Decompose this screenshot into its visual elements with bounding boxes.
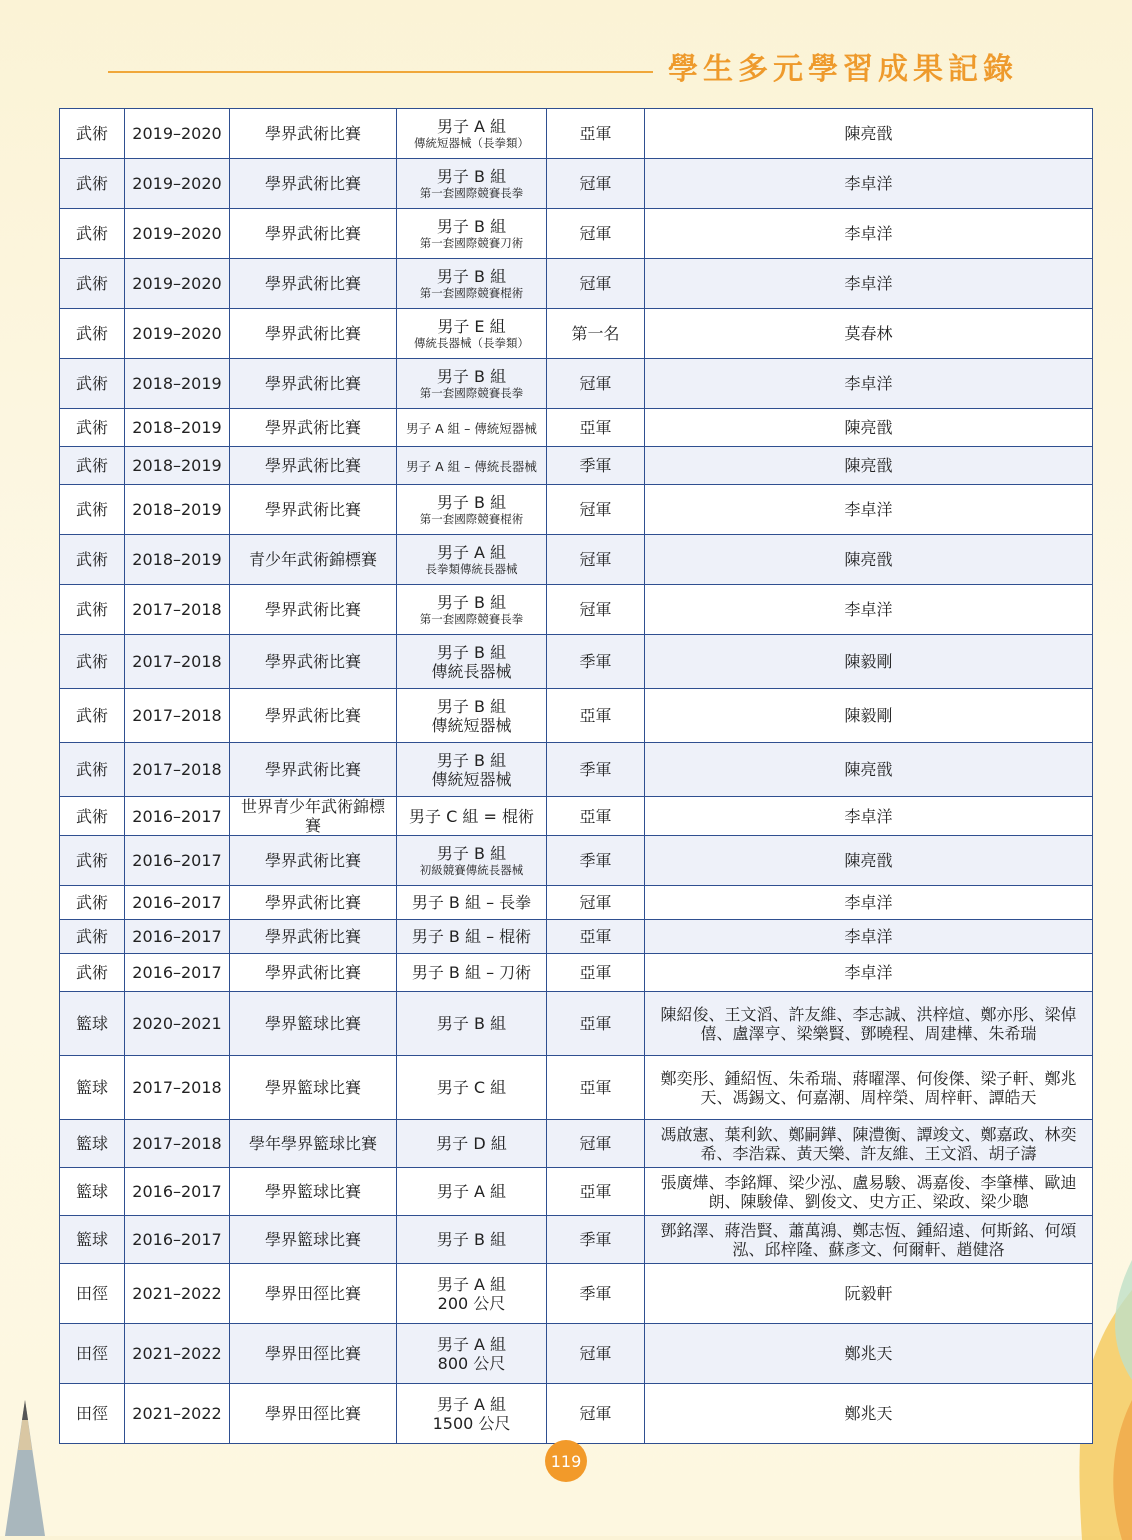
award-cell: 冠軍: [547, 535, 645, 585]
table-row: [60, 209, 1093, 259]
event-cell: [397, 309, 547, 359]
award-cell: 冠軍: [547, 259, 645, 309]
event-cell: [397, 259, 547, 309]
competition-cell: 世界青少年武術錦標賽: [230, 797, 397, 836]
year-cell: 2016–2017: [125, 920, 230, 954]
year-cell: 2016–2017: [125, 836, 230, 886]
competition-cell: 學界武術比賽: [230, 689, 397, 743]
competition-cell: 學界武術比賽: [230, 635, 397, 689]
table-row: [60, 1216, 1093, 1264]
competition-cell: 學界籃球比賽: [230, 1168, 397, 1216]
event-cell: [397, 954, 547, 992]
page-title: 學生多元學習成果記錄: [668, 52, 1018, 87]
table-row: [60, 689, 1093, 743]
event-text: 男子 B 組: [436, 366, 507, 386]
award-cell: 季軍: [547, 447, 645, 485]
year-cell: 2017–2018: [125, 1056, 230, 1120]
names-cell: 李卓洋: [645, 886, 1093, 920]
table-row: [60, 836, 1093, 886]
table-row: [60, 1168, 1093, 1216]
year-cell: 2016–2017: [125, 886, 230, 920]
table-body: [60, 109, 1093, 1444]
award-cell: 亞軍: [547, 797, 645, 836]
names-cell: 鄭兆天: [645, 1324, 1093, 1384]
award-cell: 冠軍: [547, 209, 645, 259]
year-cell: 2017–2018: [125, 743, 230, 797]
event-cell: [397, 585, 547, 635]
table-row: [60, 992, 1093, 1056]
table-row: [60, 635, 1093, 689]
table-row: [60, 159, 1093, 209]
event-text: 傳統短器械（長拳類）: [414, 135, 529, 150]
sport-cell: 籃球: [60, 1168, 125, 1216]
table-row: [60, 447, 1093, 485]
event-text: 男子 B 組: [436, 696, 507, 716]
event-cell: [397, 209, 547, 259]
year-cell: 2018–2019: [125, 359, 230, 409]
competition-cell: 學界武術比賽: [230, 259, 397, 309]
event-text: 初級競賽傳統長器械: [419, 862, 524, 877]
competition-cell: 青少年武術錦標賽: [230, 535, 397, 585]
event-cell: [397, 635, 547, 689]
sport-cell: 武術: [60, 535, 125, 585]
award-cell: 亞軍: [547, 1056, 645, 1120]
table-row: [60, 954, 1093, 992]
year-cell: 2019–2020: [125, 259, 230, 309]
table-row: [60, 886, 1093, 920]
event-text: 男子 B 組: [436, 266, 507, 286]
names-cell: 李卓洋: [645, 209, 1093, 259]
header-rule: [108, 71, 653, 73]
event-text: 第一套國際競賽長拳: [419, 385, 524, 400]
year-cell: 2021–2022: [125, 1264, 230, 1324]
award-cell: 亞軍: [547, 689, 645, 743]
sport-cell: 田徑: [60, 1324, 125, 1384]
event-text: 男子 A 組: [436, 542, 507, 562]
table-row: [60, 1264, 1093, 1324]
sport-cell: 武術: [60, 447, 125, 485]
award-cell: 亞軍: [547, 409, 645, 447]
sport-cell: 籃球: [60, 1120, 125, 1168]
event-cell: [397, 920, 547, 954]
year-cell: 2016–2017: [125, 1168, 230, 1216]
sport-cell: 武術: [60, 743, 125, 797]
event-cell: [397, 409, 547, 447]
year-cell: 2019–2020: [125, 209, 230, 259]
award-cell: 冠軍: [547, 159, 645, 209]
competition-cell: 學年學界籃球比賽: [230, 1120, 397, 1168]
event-text: 男子 C 組: [436, 1078, 507, 1097]
event-text: 傳統長器械: [431, 661, 512, 681]
sport-cell: 武術: [60, 635, 125, 689]
sport-cell: 武術: [60, 886, 125, 920]
table-row: [60, 409, 1093, 447]
award-cell: 亞軍: [547, 954, 645, 992]
names-cell: 陳亮戩: [645, 109, 1093, 159]
competition-cell: 學界武術比賽: [230, 209, 397, 259]
event-cell: [397, 1324, 547, 1384]
sport-cell: 田徑: [60, 1384, 125, 1444]
competition-cell: 學界田徑比賽: [230, 1264, 397, 1324]
sport-cell: 武術: [60, 359, 125, 409]
award-cell: 冠軍: [547, 1384, 645, 1444]
event-cell: [397, 1216, 547, 1264]
event-text: 男子 B 組: [436, 750, 507, 770]
names-cell: 阮毅軒: [645, 1264, 1093, 1324]
sport-cell: 武術: [60, 309, 125, 359]
year-cell: 2019–2020: [125, 309, 230, 359]
award-cell: 冠軍: [547, 585, 645, 635]
year-cell: 2018–2019: [125, 485, 230, 535]
competition-cell: 學界武術比賽: [230, 836, 397, 886]
names-cell: 馮啟憲、葉利欽、鄭嗣鏵、陳澧衡、譚竣文、鄭嘉政、林奕希、李浩霖、黃天樂、許友維、王文滔、胡子濤: [645, 1120, 1093, 1168]
sport-cell: 籃球: [60, 992, 125, 1056]
table-row: [60, 1120, 1093, 1168]
pencil-illustration: [0, 1370, 60, 1536]
award-cell: 冠軍: [547, 485, 645, 535]
names-cell: 李卓洋: [645, 954, 1093, 992]
sport-cell: 武術: [60, 259, 125, 309]
year-cell: 2018–2019: [125, 535, 230, 585]
event-cell: [397, 159, 547, 209]
names-cell: 鄭兆天: [645, 1384, 1093, 1444]
event-cell: [397, 886, 547, 920]
event-cell: [397, 359, 547, 409]
table-row: [60, 485, 1093, 535]
event-cell: [397, 535, 547, 585]
names-cell: 鄧銘澤、蔣浩賢、蕭萬鴻、鄭志恆、鍾紹遠、何斯銘、何頌泓、邱梓隆、蘇彥文、何爾軒、趙健洛: [645, 1216, 1093, 1264]
sport-cell: 田徑: [60, 1264, 125, 1324]
event-cell: [397, 689, 547, 743]
competition-cell: 學界武術比賽: [230, 886, 397, 920]
sport-cell: 籃球: [60, 1056, 125, 1120]
award-cell: 冠軍: [547, 1120, 645, 1168]
event-text: 200 公尺: [437, 1293, 506, 1313]
event-cell: [397, 836, 547, 886]
sport-cell: 武術: [60, 159, 125, 209]
award-cell: 季軍: [547, 635, 645, 689]
event-text: 男子 B 組: [436, 492, 507, 512]
event-cell: [397, 1168, 547, 1216]
sport-cell: 武術: [60, 585, 125, 635]
competition-cell: 學界武術比賽: [230, 159, 397, 209]
competition-cell: 學界武術比賽: [230, 920, 397, 954]
competition-cell: 學界武術比賽: [230, 585, 397, 635]
event-text: 傳統短器械: [431, 715, 512, 735]
sport-cell: 武術: [60, 409, 125, 447]
event-text: 第一套國際競賽刀術: [419, 235, 524, 250]
year-cell: 2020–2021: [125, 992, 230, 1056]
year-cell: 2018–2019: [125, 409, 230, 447]
names-cell: 李卓洋: [645, 259, 1093, 309]
table-row: [60, 535, 1093, 585]
competition-cell: 學界武術比賽: [230, 743, 397, 797]
sport-cell: 武術: [60, 485, 125, 535]
names-cell: 陳紹俊、王文滔、許友維、李志誠、洪梓煊、鄭亦彤、梁倬僖、盧澤亨、梁樂賢、鄧曉程、周建樺、朱希瑞: [645, 992, 1093, 1056]
names-cell: 陳亮戩: [645, 409, 1093, 447]
competition-cell: 學界武術比賽: [230, 485, 397, 535]
names-cell: 張廣燁、李銘輝、梁少泓、盧易駿、馮嘉俊、李肇樺、歐迪朗、陳駿偉、劉俊文、史方正、梁政、梁少聰: [645, 1168, 1093, 1216]
event-text: 男子 E 組: [437, 316, 506, 336]
table-row: [60, 797, 1093, 836]
sport-cell: 武術: [60, 920, 125, 954]
table-row: [60, 1384, 1093, 1444]
event-text: 男子 B 組: [436, 592, 507, 612]
table-row: [60, 920, 1093, 954]
event-text: 長拳類傳統長器械: [425, 561, 518, 576]
sport-cell: 籃球: [60, 1216, 125, 1264]
event-text: 男子 A 組: [436, 1182, 507, 1201]
event-text: 男子 A 組: [436, 1334, 507, 1354]
achievement-table: [59, 108, 1093, 1444]
competition-cell: 學界武術比賽: [230, 309, 397, 359]
names-cell: 李卓洋: [645, 797, 1093, 836]
year-cell: 2021–2022: [125, 1384, 230, 1444]
competition-cell: 學界武術比賽: [230, 409, 397, 447]
names-cell: 李卓洋: [645, 359, 1093, 409]
competition-cell: 學界武術比賽: [230, 359, 397, 409]
event-text: 第一套國際競賽長拳: [419, 611, 524, 626]
names-cell: 陳毅剛: [645, 689, 1093, 743]
table-row: [60, 1324, 1093, 1384]
event-text: 男子 B 組 – 棍術: [411, 927, 532, 946]
competition-cell: 學界籃球比賽: [230, 992, 397, 1056]
names-cell: 陳亮戩: [645, 535, 1093, 585]
award-cell: 第一名: [547, 309, 645, 359]
year-cell: 2019–2020: [125, 159, 230, 209]
event-cell: [397, 1384, 547, 1444]
sport-cell: 武術: [60, 836, 125, 886]
event-text: 800 公尺: [437, 1353, 506, 1373]
table-row: [60, 109, 1093, 159]
event-cell: [397, 992, 547, 1056]
competition-cell: 學界武術比賽: [230, 954, 397, 992]
award-cell: 冠軍: [547, 359, 645, 409]
table-row: [60, 259, 1093, 309]
event-text: 男子 C 組 = 棍術: [409, 806, 534, 826]
event-text: 男子 B 組: [436, 1014, 507, 1033]
table-row: [60, 309, 1093, 359]
names-cell: 陳亮戩: [645, 447, 1093, 485]
competition-cell: 學界武術比賽: [230, 447, 397, 485]
table-row: [60, 585, 1093, 635]
event-text: 男子 A 組: [436, 1274, 507, 1294]
names-cell: 李卓洋: [645, 159, 1093, 209]
sport-cell: 武術: [60, 797, 125, 836]
names-cell: 李卓洋: [645, 920, 1093, 954]
competition-cell: 學界籃球比賽: [230, 1216, 397, 1264]
event-cell: [397, 797, 547, 836]
award-cell: 季軍: [547, 1216, 645, 1264]
year-cell: 2016–2017: [125, 797, 230, 836]
table-row: [60, 743, 1093, 797]
sport-cell: 武術: [60, 109, 125, 159]
names-cell: 莫春林: [645, 309, 1093, 359]
event-cell: [397, 485, 547, 535]
award-cell: 季軍: [547, 743, 645, 797]
event-text: 男子 A 組: [436, 1394, 507, 1414]
event-text: 男子 A 組: [436, 116, 507, 136]
event-text: 傳統短器械: [431, 769, 512, 789]
event-text: 男子 A 組 – 傳統短器械: [406, 420, 537, 436]
year-cell: 2017–2018: [125, 585, 230, 635]
year-cell: 2018–2019: [125, 447, 230, 485]
award-cell: 亞軍: [547, 992, 645, 1056]
sport-cell: 武術: [60, 209, 125, 259]
event-text: 傳統長器械（長拳類）: [414, 335, 529, 350]
year-cell: 2017–2018: [125, 1120, 230, 1168]
event-text: 第一套國際競賽棍術: [419, 511, 524, 526]
year-cell: 2017–2018: [125, 635, 230, 689]
event-text: 男子 B 組 – 長拳: [411, 893, 532, 912]
event-cell: [397, 1264, 547, 1324]
event-text: 男子 A 組 – 傳統長器械: [406, 458, 537, 474]
event-text: 男子 B 組: [436, 166, 507, 186]
competition-cell: 學界武術比賽: [230, 109, 397, 159]
event-text: 1500 公尺: [432, 1413, 511, 1433]
award-cell: 亞軍: [547, 920, 645, 954]
event-cell: [397, 1120, 547, 1168]
page-number: 119: [545, 1440, 587, 1482]
names-cell: 李卓洋: [645, 485, 1093, 535]
award-cell: 亞軍: [547, 1168, 645, 1216]
names-cell: 陳亮戩: [645, 836, 1093, 886]
names-cell: 陳毅剛: [645, 635, 1093, 689]
names-cell: 陳亮戩: [645, 743, 1093, 797]
names-cell: 鄭奕彤、鍾紹恆、朱希瑞、蔣曜澤、何俊傑、梁子軒、鄭兆天、馮錫文、何嘉潮、周梓榮、周梓軒、譚皓天: [645, 1056, 1093, 1120]
sport-cell: 武術: [60, 689, 125, 743]
year-cell: 2021–2022: [125, 1324, 230, 1384]
sport-cell: 武術: [60, 954, 125, 992]
event-text: 第一套國際競賽長拳: [419, 185, 524, 200]
year-cell: 2019–2020: [125, 109, 230, 159]
event-text: 男子 D 組: [436, 1134, 507, 1153]
event-cell: [397, 743, 547, 797]
award-cell: 冠軍: [547, 886, 645, 920]
year-cell: 2016–2017: [125, 1216, 230, 1264]
table-row: [60, 1056, 1093, 1120]
award-cell: 季軍: [547, 1264, 645, 1324]
event-text: 男子 B 組 – 刀術: [411, 963, 532, 982]
names-cell: 李卓洋: [645, 585, 1093, 635]
event-text: 第一套國際競賽棍術: [419, 285, 524, 300]
competition-cell: 學界田徑比賽: [230, 1324, 397, 1384]
award-cell: 冠軍: [547, 1324, 645, 1384]
year-cell: 2017–2018: [125, 689, 230, 743]
event-text: 男子 B 組: [436, 216, 507, 236]
event-cell: [397, 109, 547, 159]
event-cell: [397, 447, 547, 485]
event-text: 男子 B 組: [436, 843, 507, 863]
event-text: 男子 B 組: [436, 642, 507, 662]
competition-cell: 學界籃球比賽: [230, 1056, 397, 1120]
year-cell: 2016–2017: [125, 954, 230, 992]
competition-cell: 學界田徑比賽: [230, 1384, 397, 1444]
table-row: [60, 359, 1093, 409]
award-cell: 季軍: [547, 836, 645, 886]
event-text: 男子 B 組: [436, 1230, 507, 1249]
event-cell: [397, 1056, 547, 1120]
award-cell: 亞軍: [547, 109, 645, 159]
